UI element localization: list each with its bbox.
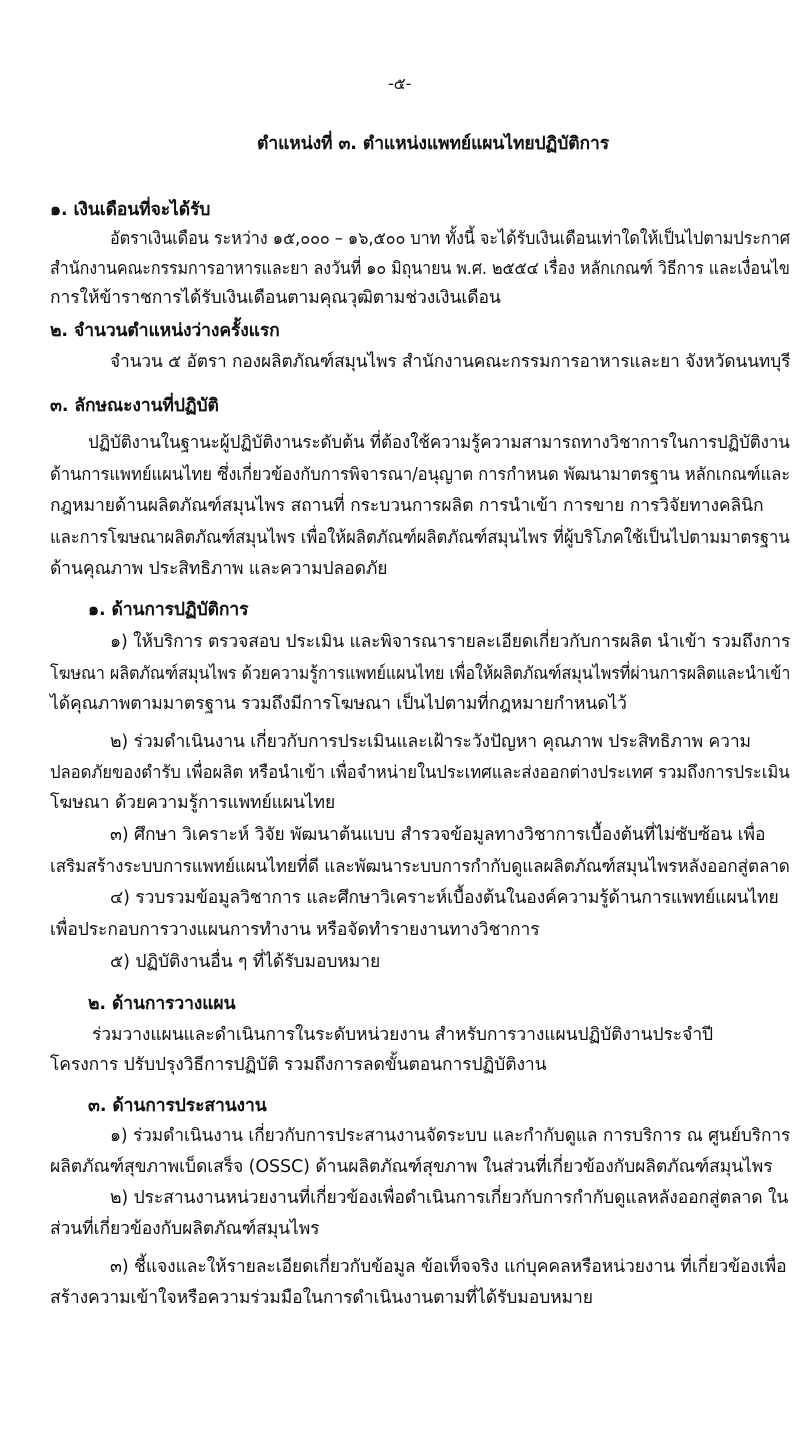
- sub-3-line: ๓) ชี้แจงและให้รายละเอียดเกี่ยวกับข้อมูล ข้อเท็จจริง แก่บุคคลหรือหน่วยงาน ที่เกี่ยวข้องเพื่อ: [110, 1257, 787, 1277]
- sub-1-line: ๕) ปฏิบัติงานอื่น ๆ ที่ได้รับมอบหมาย: [110, 952, 381, 972]
- sub-2-line: โครงการ ปรับปรุงวิธีการปฏิบัติ รวมถึงการลดขั้นตอนการปฏิบัติงาน: [50, 1055, 547, 1075]
- sub-1-line: เพื่อประกอบการวางแผนการทำงาน หรือจัดทำรายงานทางวิชาการ: [50, 920, 540, 940]
- sub-1-line: ได้คุณภาพตามมาตรฐาน รวมถึงมีการโฆษณา เป็นไปตามที่กฎหมายกำหนดไว้: [50, 694, 627, 714]
- sub-1-line: ๑) ให้บริการ ตรวจสอบ ประเมิน และพิจารณารายละเอียดเกี่ยวกับการผลิต นำเข้า รวมถึงการ: [110, 632, 791, 652]
- page-title: ตำแหน่งที่ ๓. ตำแหน่งแพทย์แผนไทยปฏิบัติการ: [257, 134, 610, 154]
- sub-1-line: ปลอดภัยของตำรับ เพื่อผลิต หรือนำเข้า เพื่อจำหน่ายในประเทศและส่งออกต่างประเทศ รวมถึงการประเมิน: [50, 763, 790, 783]
- section-2-heading: ๒. จำนวนตำแหน่งว่างครั้งแรก: [50, 321, 280, 341]
- section-1-heading: ๑. เงินเดือนที่จะได้รับ: [50, 200, 211, 220]
- section-1-line: การให้ข้าราชการได้รับเงินเดือนตามคุณวุฒิตามช่วงเงินเดือน: [50, 288, 501, 308]
- section-3-heading: ๓. ลักษณะงานที่ปฏิบัติ: [50, 396, 219, 416]
- section-3-intro-line: ด้านการแพทย์แผนไทย ซึ่งเกี่ยวข้องกับการพิจารณา/อนุญาต การกำหนด พัฒนามาตรฐาน หลักเกณฑ์และ: [50, 465, 791, 485]
- sub-1-line: ๓) ศึกษา วิเคราะห์ วิจัย พัฒนาต้นแบบ สำรวจข้อมูลทางวิชาการเบื้องต้นที่ไม่ซับซ้อน เพื่อ: [110, 825, 766, 845]
- section-2-line: จำนวน ๕ อัตรา กองผลิตภัณฑ์สมุนไพร สำนักงานคณะกรรมการอาหารและยา จังหวัดนนทบุรี: [110, 352, 791, 372]
- sub-2-heading: ๒. ด้านการวางแผน: [88, 994, 236, 1014]
- sub-3-line: ๒) ประสานงานหน่วยงานที่เกี่ยวข้องเพื่อดำเนินการเกี่ยวกับการกำกับดูแลหลังออกสู่ตลาด ใน: [110, 1188, 789, 1208]
- sub-2-line: ร่วมวางแผนและดำเนินการในระดับหน่วยงาน สำหรับการวางแผนปฏิบัติงานประจำปี: [92, 1025, 714, 1045]
- sub-1-line: โฆษณา ด้วยความรู้การแพทย์แผนไทย: [50, 793, 336, 813]
- sub-1-line: โฆษณา ผลิตภัณฑ์สมุนไพร ด้วยความรู้การแพทย์แผนไทย เพื่อให้ผลิตภัณฑ์สมุนไพรที่ผ่านการผลิตและนำเข้า: [50, 664, 791, 684]
- sub-1-line: ๔) รวบรวมข้อมูลวิชาการ และศึกษาวิเคราะห์เบื้องต้นในองค์ความรู้ด้านการแพทย์แผนไทย: [110, 888, 779, 908]
- sub-3-line: ๑) ร่วมดำเนินงาน เกี่ยวกับการประสานงานจัดระบบ และกำกับดูแล การบริการ ณ ศูนย์บริการ: [110, 1126, 791, 1146]
- sub-3-line: ผลิตภัณฑ์สุขภาพเบ็ดเสร็จ (OSSC) ด้านผลิตภัณฑ์สุขภาพ ในส่วนที่เกี่ยวข้องกับผลิตภัณฑ์สมุนไพร: [50, 1157, 773, 1177]
- page-number: -๕-: [388, 74, 412, 93]
- sub-3-heading: ๓. ด้านการประสานงาน: [88, 1096, 267, 1116]
- sub-1-line: เสริมสร้างระบบการแพทย์แผนไทยที่ดี และพัฒนาระบบการกำกับดูแลผลิตภัณฑ์สมุนไพรหลังออกสู่ตลาด: [50, 857, 790, 877]
- sub-3-line: สร้างความเข้าใจหรือความร่วมมือในการดำเนินงานตามที่ได้รับมอบหมาย: [50, 1288, 593, 1308]
- section-3-intro-line: ด้านคุณภาพ ประสิทธิภาพ และความปลอดภัย: [50, 559, 388, 579]
- sub-1-line: ๒) ร่วมดำเนินงาน เกี่ยวกับการประเมินและเฝ้าระวังปัญหา คุณภาพ ประสิทธิภาพ ความ: [110, 732, 751, 752]
- section-1-line: อัตราเงินเดือน ระหว่าง ๑๕,๐๐๐ – ๑๖,๕๐๐ บาท ทั้งนี้ จะได้รับเงินเดือนเท่าใดให้เป็นไปตามประกาศ: [110, 229, 790, 249]
- section-3-intro-line: ปฏิบัติงานในฐานะผู้ปฏิบัติงานระดับต้น ที่ต้องใช้ความรู้ความสามารถทางวิชาการในการปฏิบัติงาน: [88, 433, 790, 453]
- section-3-intro-line: และการโฆษณาผลิตภัณฑ์สมุนไพร เพื่อให้ผลิตภัณฑ์ผลิตภัณฑ์สมุนไพร ที่ผู้บริโภคใช้เป็นไปตามมาตรฐาน: [50, 528, 790, 548]
- sub-3-line: ส่วนที่เกี่ยวข้องกับผลิตภัณฑ์สมุนไพร: [50, 1219, 320, 1239]
- section-1-line: สำนักงานคณะกรรมการอาหารและยา ลงวันที่ ๑๐ มิถุนายน พ.ศ. ๒๕๕๔ เรื่อง หลักเกณฑ์ วิธีการ และเงื่อนไข: [50, 259, 790, 279]
- sub-1-heading: ๑. ด้านการปฏิบัติการ: [88, 600, 249, 620]
- section-3-intro-line: กฎหมายด้านผลิตภัณฑ์สมุนไพร สถานที่ กระบวนการผลิต การนำเข้า การขาย การวิจัยทางคลินิก: [50, 496, 764, 516]
